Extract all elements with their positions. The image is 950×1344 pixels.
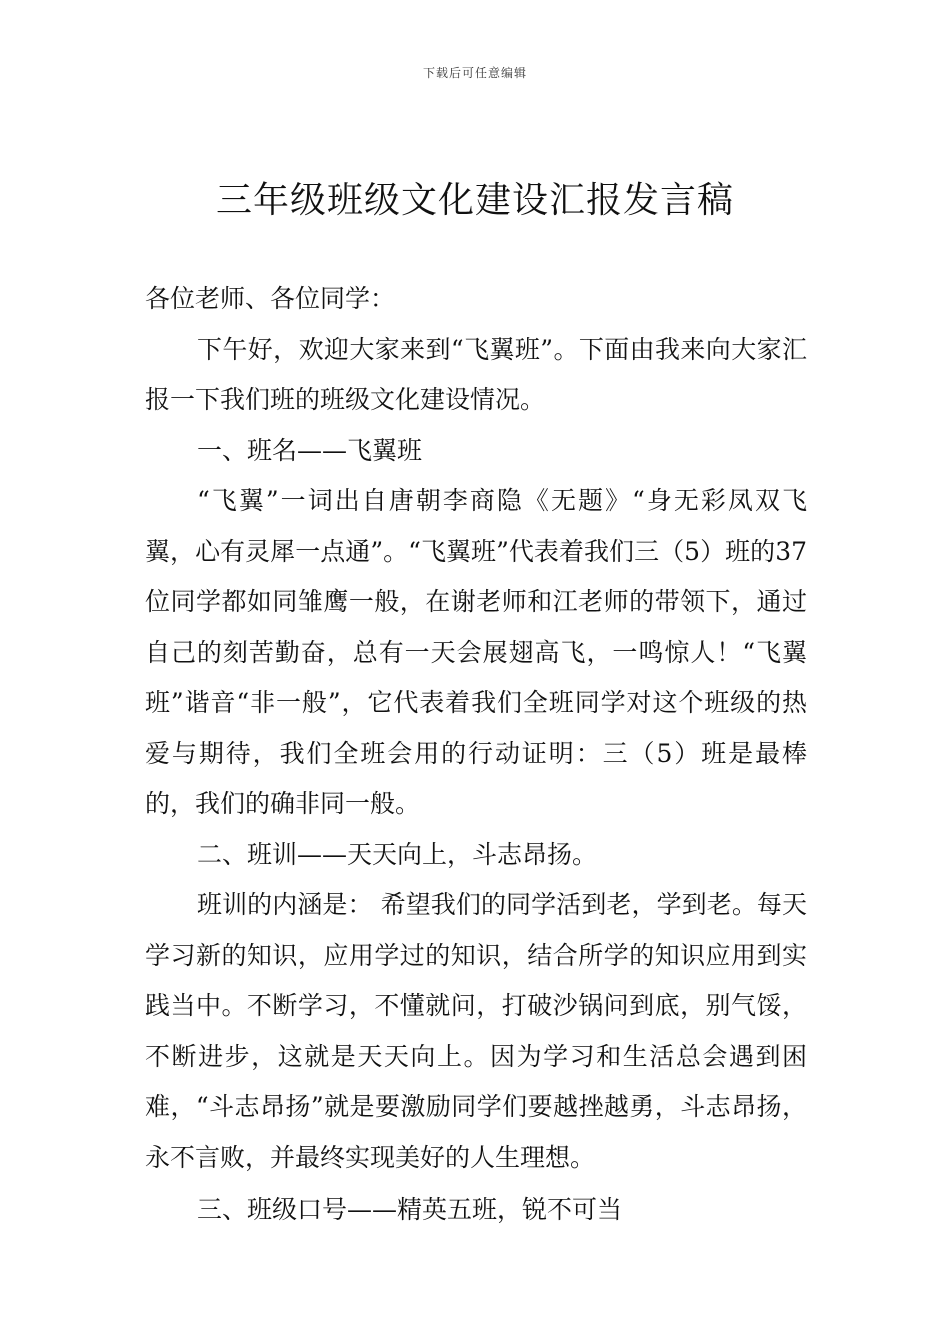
document-title: 三年级班级文化建设汇报发言稿 — [215, 180, 734, 221]
section-heading-class-slogan: 三、班级口号——精英五班，锐不可当 — [197, 1195, 623, 1224]
class-name-paragraph: “飞翼”一词出自唐朝李商隐《无题》“身无彩凤双飞翼，心有灵犀一点通”。“飞翼班”代表着我们三（5）班的37位同学都如同雏鹰一般，在谢老师和江老师的带领下，通过自己的刻苦勤奋，总有一天会展翅高飞，一鸣惊人！“飞翼班”谐音“非一般”，它代表着我们全班同学对这个班级的热爱与期待，我们全班会用的行动证明：三（5）班是最棒的，我们的确非同一般。 — [145, 486, 807, 818]
document-body — [145, 274, 807, 1236]
class-motto-paragraph: 班训的内涵是： 希望我们的同学活到老，学到老。每天学习新的知识，应用学过的知识，结合所学的知识应用到实践当中。不断学习，不懂就问，打破沙锅问到底，别气馁，不断进步，这就是天天向上。因为学习和生活总会遇到困难，“斗志昂扬”就是要激励同学们要越挫越勇，斗志昂扬，永不言败，并最终实现美好的人生理想。 — [145, 890, 807, 1172]
section-heading-class-name: 一、班名——飞翼班 — [197, 435, 423, 465]
salutation: 各位老师、各位同学： — [145, 284, 396, 313]
header-note: 下载后可任意编辑 — [422, 66, 527, 80]
section-heading-class-motto: 二、班训——天天向上，斗志昂扬。 — [197, 839, 598, 869]
greeting-paragraph: 下午好，欢迎大家来到“飞翼班”。下面由我来向大家汇报一下我们班的班级文化建设情况。 — [145, 334, 807, 414]
